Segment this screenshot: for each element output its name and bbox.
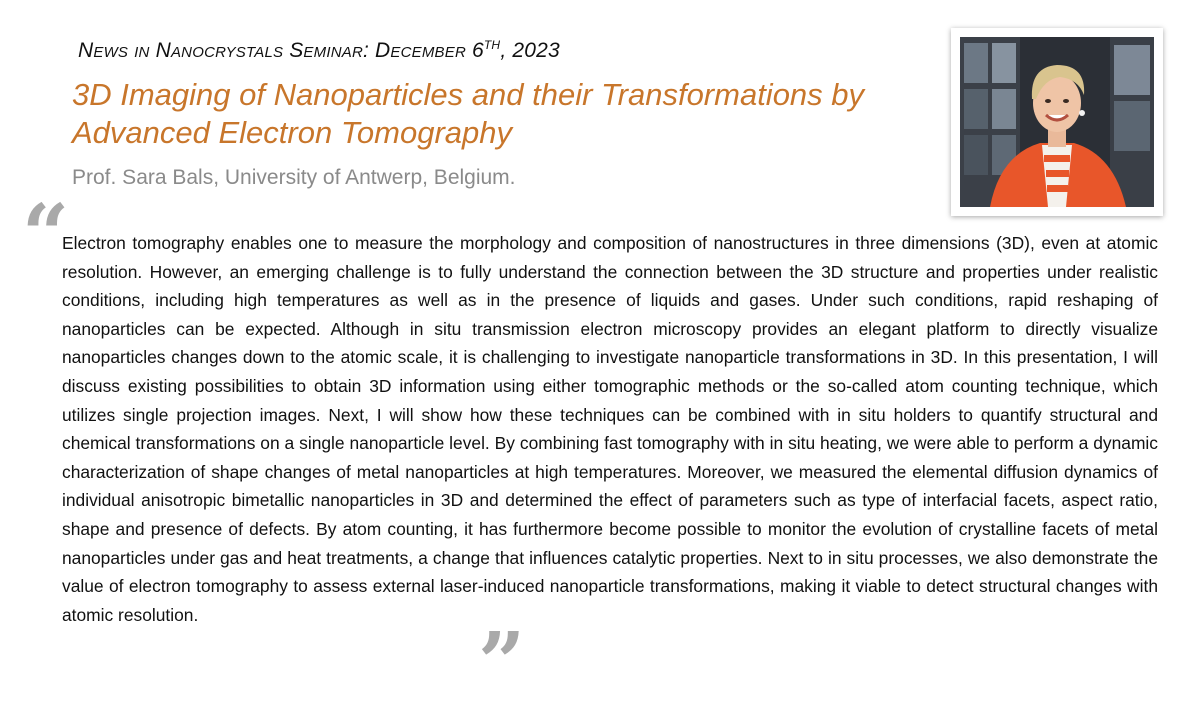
seminar-year: , 2023 bbox=[500, 39, 560, 62]
opening-quote-mark: “ bbox=[22, 187, 70, 283]
speaker-photo bbox=[951, 28, 1163, 216]
seminar-series-date: News in Nanocrystals Seminar: December 6 bbox=[78, 39, 484, 62]
closing-quote-mark: ” bbox=[478, 615, 526, 711]
seminar-header bbox=[78, 38, 560, 63]
speaker-affiliation: Prof. Sara Bals, University of Antwerp, Belgium. bbox=[72, 166, 516, 189]
speaker-portrait-image bbox=[960, 37, 1154, 207]
abstract-text: Electron tomography enables one to measure the morphology and composition of nanostructures in three dimensions (3D), even at atomic resolution. However, an emerging challenge is to fully understand the connection between the 3D structure and properties under realistic conditions, including high temperatures as well as in the presence of liquids and gases. Under such conditions, rapid reshaping of nanoparticles can be expected. Although in situ transmission electron microscopy provides an elegant platform to directly visualize nanoparticles changes down to the atomic scale, it is challenging to investigate nanoparticle transformations in 3D. In this presentation, I will discuss existing possibilities to obtain 3D information using either tomographic methods or the so-called atom counting technique, which utilizes single projection images. Next, I will show how these techniques can be combined with in situ holders to quantify structural and chemical transformations on a single nanoparticle level. By combining fast tomography with in situ heating, we were able to perform a dynamic characterization of shape changes of metal nanoparticles at high temperatures. Moreover, we measured the elemental diffusion dynamics of individual anisotropic bimetallic nanoparticles in 3D and determined the effect of parameters such as type of interfacial facets, aspect ratio, shape and presence of defects. By atom counting, it has furthermore become possible to monitor the evolution of crystalline facets of metal nanoparticles under gas and heat treatments, a change that influences catalytic properties. Next to in situ processes, we also demonstrate the value of electron tomography to assess external laser-induced nanoparticle transformations, making it viable to detect structural changes with atomic resolution. bbox=[62, 233, 1158, 625]
talk-title: 3D Imaging of Nanoparticles and their Transformations by Advanced Electron Tomography bbox=[72, 77, 865, 150]
date-ordinal-suffix: TH bbox=[483, 38, 501, 52]
